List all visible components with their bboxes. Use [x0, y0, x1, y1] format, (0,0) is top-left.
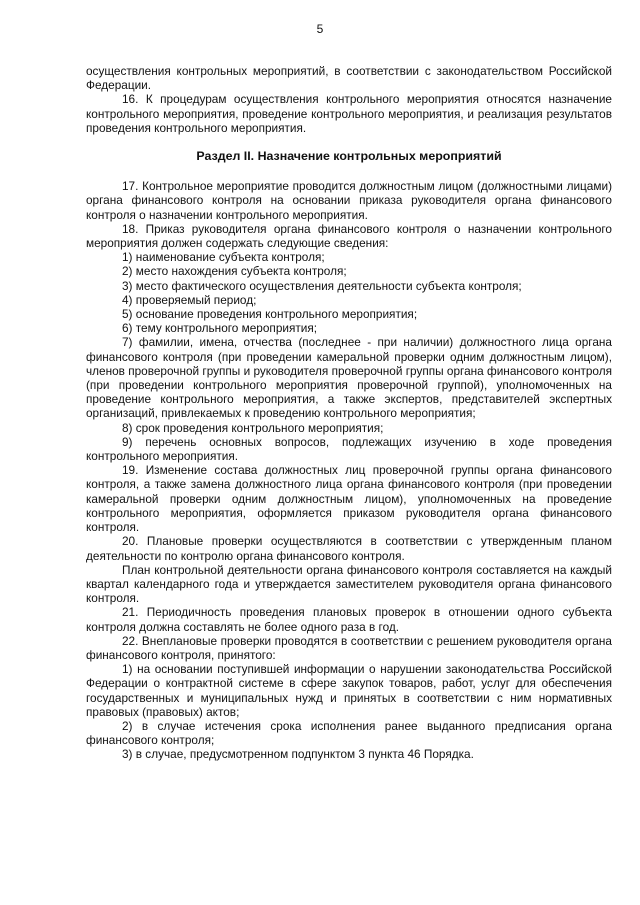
list-item-18-9: 9) перечень основных вопросов, подлежащих изучению в ходе проведения контрольного мероприятия.: [86, 434, 612, 464]
page-number: 5: [316, 22, 324, 36]
paragraph-18: 18. Приказ руководителя органа финансового контроля о назначении контрольного мероприятия должен содержать следующие сведения:: [86, 221, 612, 251]
paragraph-16: 16. К процедурам осуществления контрольного мероприятия относятся назначение контрольного мероприятия, проведение контрольного мероприятия, и реализация результатов проведения контрольного мероприятия.: [86, 92, 612, 135]
list-item-22-3: 3) в случае, предусмотренном подпунктом 3 пункта 46 Порядка.: [122, 747, 474, 762]
list-item-18-6: 6) тему контрольного мероприятия;: [122, 321, 318, 336]
list-item-18-2: 2) место нахождения субъекта контроля;: [122, 264, 347, 279]
paragraph-21: 21. Периодичность проведения плановых проверок в отношении одного субъекта контроля должна составлять не более одного раза в год.: [86, 605, 612, 634]
paragraph-22: 22. Внеплановые проверки проводятся в соответствии с решением руководителя органа финансового контроля, принятого:: [86, 633, 612, 662]
paragraph-20: 20. Плановые проверки осуществляются в соответствии с утвержденным планом деятельности по контролю органа финансового контроля.: [86, 534, 612, 563]
document-body: [86, 64, 612, 762]
list-item-22-1: 1) на основании поступившей информации о нарушении законодательства Российской Федерации о контрактной системе в сфере закупок товаров, работ, услуг для обеспечения государственных и муниципальных нужд и принятых в соответствии с ним нормативных правовых (правовых) актов;: [86, 662, 612, 719]
list-item-18-7: 7) фамилии, имена, отчества (последнее - при наличии) должностного лица органа финансового контроля (при проведении камеральной проверки одним должностным лицом), членов проверочной группы и руководителя проверочной группы органа финансового контроля (при проведении контрольного мероприятия проверочной группой), уполномоченных на проведение контрольного мероприятия, а также экспертов, представителей экспертных организаций, привлекаемых к проведению контрольного мероприятия;: [86, 335, 612, 421]
paragraph-17: 17. Контрольное мероприятие проводится должностным лицом (должностными лицами) органа финансового контроля на основании приказа руководителя органа финансового контроля о назначении контрольного мероприятия.: [86, 179, 612, 222]
list-item-18-8: 8) срок проведения контрольного мероприятия;: [122, 420, 384, 435]
list-item-18-3: 3) место фактического осуществления деятельности субъекта контроля;: [122, 278, 522, 293]
list-item-18-4: 4) проверяемый период;: [122, 292, 257, 307]
list-item-18-5: 5) основание проведения контрольного мероприятия;: [122, 307, 418, 322]
paragraph-continuation: осуществления контрольных мероприятий, в соответствии с законодательством Российской Федерации.: [86, 64, 612, 93]
section-title: Раздел II. Назначение контрольных мероприятий: [196, 149, 502, 164]
paragraph-19: 19. Изменение состава должностных лиц проверочной группы органа финансового контроля, а также замена должностного лица органа финансового контроля (при проведении камеральной проверки одним должностным лицом), уполномоченных на проведение контрольного мероприятия, оформляется приказом руководителя органа финансового контроля.: [86, 463, 612, 535]
list-item-22-2: 2) в случае истечения срока исполнения ранее выданного предписания органа финансового контроля;: [86, 718, 612, 748]
paragraph-plan: План контрольной деятельности органа финансового контроля составляется на каждый квартал календарного года и утверждается заместителем руководителя органа финансового контроля.: [86, 562, 612, 606]
list-item-18-1: 1) наименование субъекта контроля;: [122, 250, 325, 265]
